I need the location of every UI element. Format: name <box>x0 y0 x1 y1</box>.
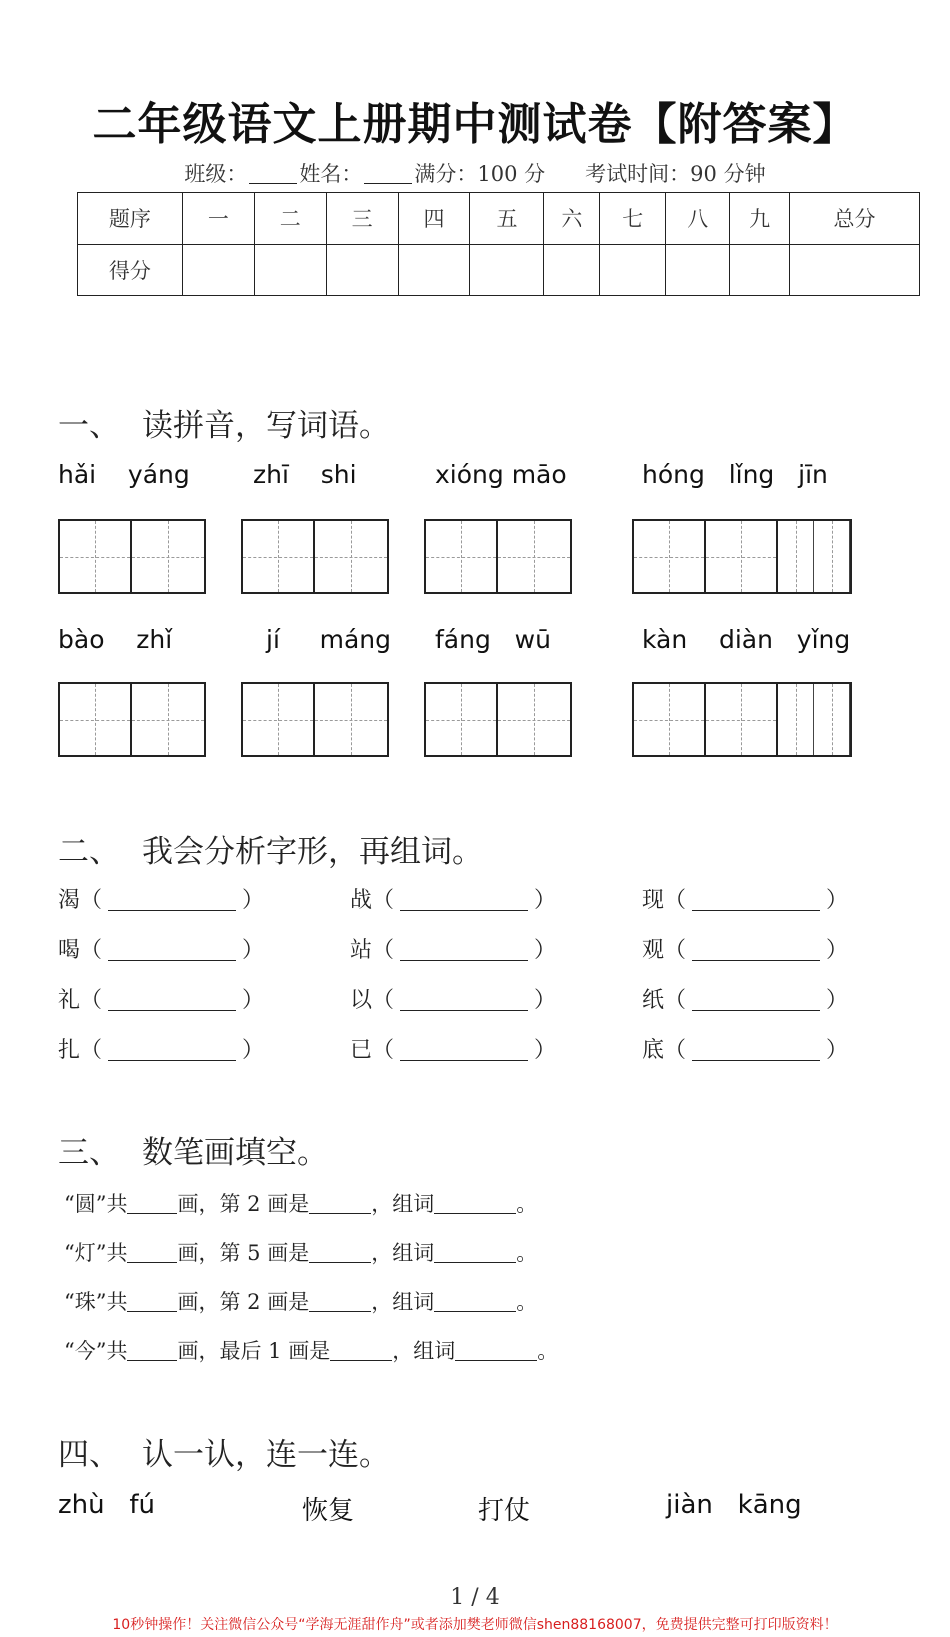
match-item[interactable]: 打仗 <box>478 1496 531 1526</box>
answer-blank[interactable] <box>309 1311 371 1312</box>
section-number: 一、 <box>58 408 120 444</box>
word-char: 战 <box>350 888 373 913</box>
answer-blank[interactable] <box>400 960 528 961</box>
pinyin-item: hǎi yáng <box>58 460 190 489</box>
answer-blank[interactable] <box>692 1010 820 1011</box>
score-cell[interactable] <box>326 244 398 296</box>
answer-blank[interactable] <box>309 1262 371 1263</box>
section-title: 我会分析字形，再组词。 <box>142 834 483 870</box>
stroke-question: “珠”共 画，第 2 画是 ，组词 。 <box>64 1290 538 1314</box>
score-table-header: 七 <box>600 193 666 245</box>
section-4-heading <box>58 1429 390 1474</box>
answer-blank[interactable] <box>434 1262 516 1263</box>
pinyin-item: hóng lǐng jīn <box>642 460 828 489</box>
name-label: 姓名： <box>299 162 363 186</box>
score-table-header-row <box>78 193 920 245</box>
pinyin-item: bào zhǐ <box>58 625 173 654</box>
writing-grid[interactable] <box>241 519 389 594</box>
word-char: 礼 <box>58 988 81 1013</box>
score-cell[interactable] <box>398 244 470 296</box>
score-cell[interactable] <box>666 244 730 296</box>
class-blank <box>249 183 297 184</box>
word-char: 喝 <box>58 938 81 963</box>
class-label: 班级： <box>184 162 248 186</box>
score-cell[interactable] <box>470 244 544 296</box>
pinyin-item: jí máng <box>266 625 392 654</box>
score-table-header: 四 <box>398 193 470 245</box>
score-cell[interactable] <box>254 244 326 296</box>
answer-blank[interactable] <box>400 1010 528 1011</box>
answer-blank[interactable] <box>108 910 236 911</box>
section-title: 读拼音，写词语。 <box>142 408 390 444</box>
word-char: 现 <box>642 888 665 913</box>
answer-blank[interactable] <box>400 1060 528 1061</box>
writing-grid[interactable] <box>632 682 852 757</box>
answer-blank[interactable] <box>330 1360 392 1361</box>
score-cell[interactable] <box>182 244 254 296</box>
writing-grid[interactable] <box>424 682 572 757</box>
answer-blank[interactable] <box>692 910 820 911</box>
score-table-header: 六 <box>544 193 600 245</box>
word-item: 已（ ） <box>350 1038 557 1063</box>
answer-blank[interactable] <box>127 1311 177 1312</box>
word-item: 以（ ） <box>350 988 557 1013</box>
word-char: 底 <box>642 1038 665 1063</box>
word-item: 礼（ ） <box>58 988 265 1013</box>
section-number: 三、 <box>58 1135 120 1171</box>
stroke-question: “今”共 画，最后 1 画是 ，组词 。 <box>64 1339 559 1363</box>
exam-time: 考试时间：90 分钟 <box>585 162 766 186</box>
section-title: 认一认，连一连。 <box>142 1437 390 1473</box>
pinyin-item: xióng māo <box>435 460 567 489</box>
writing-grid[interactable] <box>241 682 389 757</box>
match-item[interactable]: zhù fú <box>58 1490 156 1520</box>
pinyin-item: zhī shi <box>253 460 357 489</box>
name-blank <box>364 183 412 184</box>
word-item: 站（ ） <box>350 938 557 963</box>
word-char: 纸 <box>642 988 665 1013</box>
score-table-header: 题序 <box>78 193 183 245</box>
section-1-heading <box>58 400 390 445</box>
writing-grid[interactable] <box>424 519 572 594</box>
match-item[interactable]: 恢复 <box>302 1496 355 1526</box>
score-table-score-row <box>78 244 920 296</box>
score-table-header: 一 <box>182 193 254 245</box>
match-item[interactable]: jiàn kāng <box>666 1490 802 1520</box>
exam-info-line <box>0 158 950 188</box>
word-item: 观（ ） <box>642 938 849 963</box>
pinyin-item: kàn diàn yǐng <box>642 625 851 654</box>
word-item: 渴（ ） <box>58 888 265 913</box>
word-item: 底（ ） <box>642 1038 849 1063</box>
score-cell[interactable] <box>730 244 790 296</box>
score-table-header: 八 <box>666 193 730 245</box>
word-item: 战（ ） <box>350 888 557 913</box>
word-item: 扎（ ） <box>58 1038 265 1063</box>
section-2-heading <box>58 826 483 871</box>
word-char: 已 <box>350 1038 373 1063</box>
section-number: 四、 <box>58 1437 120 1473</box>
score-table-header: 总分 <box>790 193 920 245</box>
word-char: 观 <box>642 938 665 963</box>
score-cell[interactable] <box>790 244 920 296</box>
score-row-label: 得分 <box>78 244 183 296</box>
writing-grid[interactable] <box>58 682 206 757</box>
answer-blank[interactable] <box>108 960 236 961</box>
answer-blank[interactable] <box>434 1213 516 1214</box>
answer-blank[interactable] <box>127 1360 177 1361</box>
section-3-heading <box>58 1127 328 1172</box>
word-char: 渴 <box>58 888 81 913</box>
page-title: 二年级语文上册期中测试卷【附答案】 <box>92 99 858 150</box>
answer-blank[interactable] <box>127 1262 177 1263</box>
answer-blank[interactable] <box>127 1213 177 1214</box>
score-table-header: 五 <box>470 193 544 245</box>
writing-grid[interactable] <box>632 519 852 594</box>
word-char: 以 <box>350 988 373 1013</box>
stroke-question: “灯”共 画，第 5 画是 ，组词 。 <box>64 1241 538 1265</box>
writing-grid[interactable] <box>58 519 206 594</box>
word-char: 扎 <box>58 1038 81 1063</box>
score-table-header: 九 <box>730 193 790 245</box>
answer-blank[interactable] <box>434 1311 516 1312</box>
score-table-header: 二 <box>254 193 326 245</box>
score-table <box>77 192 920 296</box>
answer-blank[interactable] <box>455 1360 537 1361</box>
stroke-question: “圆”共 画，第 2 画是 ，组词 。 <box>64 1192 538 1216</box>
answer-blank[interactable] <box>692 960 820 961</box>
page-number: 1 / 4 <box>450 1585 500 1610</box>
section-number: 二、 <box>58 834 120 870</box>
section-title: 数笔画填空。 <box>142 1135 328 1171</box>
footer-banner: 10秒钟操作！关注微信公众号“学海无涯甜作舟”或者添加樊老师微信shen88168007，免费提供完整可打印版资料！ <box>112 1617 838 1633</box>
full-score: 满分：100 分 <box>414 162 546 186</box>
score-cell[interactable] <box>600 244 666 296</box>
answer-blank[interactable] <box>309 1213 371 1214</box>
pinyin-item: fáng wū <box>435 625 551 654</box>
word-item: 现（ ） <box>642 888 849 913</box>
answer-blank[interactable] <box>692 1060 820 1061</box>
score-cell[interactable] <box>544 244 600 296</box>
answer-blank[interactable] <box>400 910 528 911</box>
word-item: 喝（ ） <box>58 938 265 963</box>
word-char: 站 <box>350 938 373 963</box>
answer-blank[interactable] <box>108 1010 236 1011</box>
score-table-header: 三 <box>326 193 398 245</box>
answer-blank[interactable] <box>108 1060 236 1061</box>
word-item: 纸（ ） <box>642 988 849 1013</box>
